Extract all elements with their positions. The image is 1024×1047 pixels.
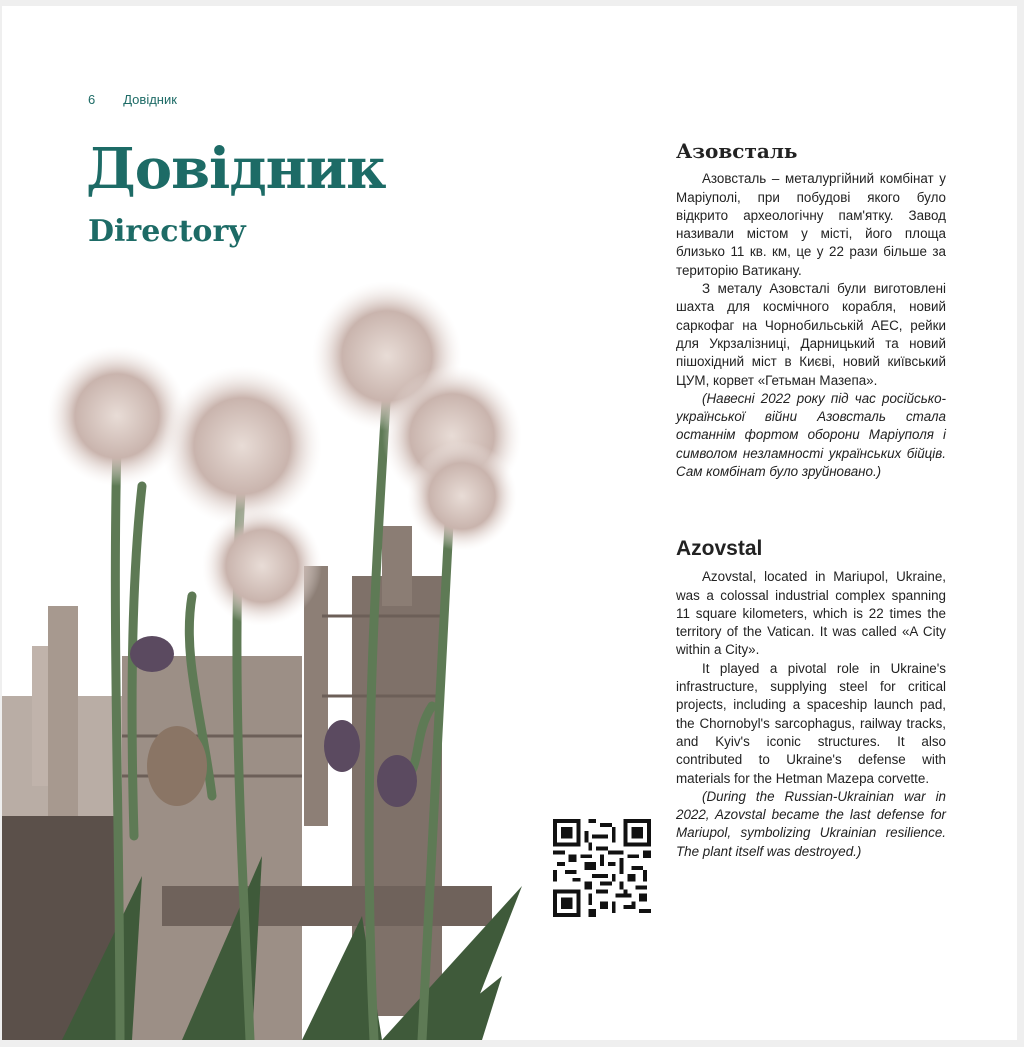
page: [2, 6, 1017, 1040]
article-english: [676, 537, 946, 861]
running-head: [88, 92, 177, 107]
article-paragraph: Азовсталь – металургійний комбінат у Маріуполі, при побудові якого було відкрито археологічну пам'ятку. Завод називали містом у місті, його площа близько 11 кв. км, це у 22 рази більше за територію Ватикану.: [676, 171, 946, 278]
article-heading-uk: Азовсталь: [676, 139, 798, 163]
qr-code[interactable]: [553, 818, 651, 918]
article-heading-en: Azovstal: [676, 537, 763, 560]
collage-illustration: [2, 276, 542, 1040]
article-paragraph: З металу Азовсталі були виготовлені шахта для космічного корабля, новий саркофаг на Чорнобильській АЕС, рейки для Укрзалізниці, Дарницький та новий пішохідний міст в Києві, новий київський ЦУМ, корвет «Гетьман Мазепа».: [676, 281, 946, 388]
article-ukrainian: [676, 139, 946, 481]
article-paragraph: It played a pivotal role in Ukraine's infrastructure, supplying steel for critical projects, including a spaceship launch pad, the Chornobyl's sarcophagus, railway tracks, and Kyiv's iconic structures. It also contributed to Ukraine's defense with materials for the Hetman Mazepa corvette.: [676, 660, 946, 786]
article-note: (During the Russian-Ukrainian war in 2022, Azovstal became the last defense for Mariupol, symbolizing Ukrainian resilience. The plant itself was destroyed.): [676, 788, 946, 859]
page-number: 6: [88, 92, 96, 107]
page-title-en: Directory: [88, 214, 246, 249]
section-name: Довідник: [123, 92, 177, 107]
article-paragraph: Azovstal, located in Mariupol, Ukraine, was a colossal industrial complex spanning 11 square kilometers, which is 22 times the territory of the Vatican. It was called «A City within a City».: [676, 569, 946, 658]
article-note: (Навесні 2022 року під час російсько-української війни Азовсталь стала останнім фортом оборони Маріуполя і символом незламності українських бійців. Сам комбінат було зруйновано.): [676, 390, 946, 480]
page-title-uk: Довідник: [86, 136, 386, 202]
